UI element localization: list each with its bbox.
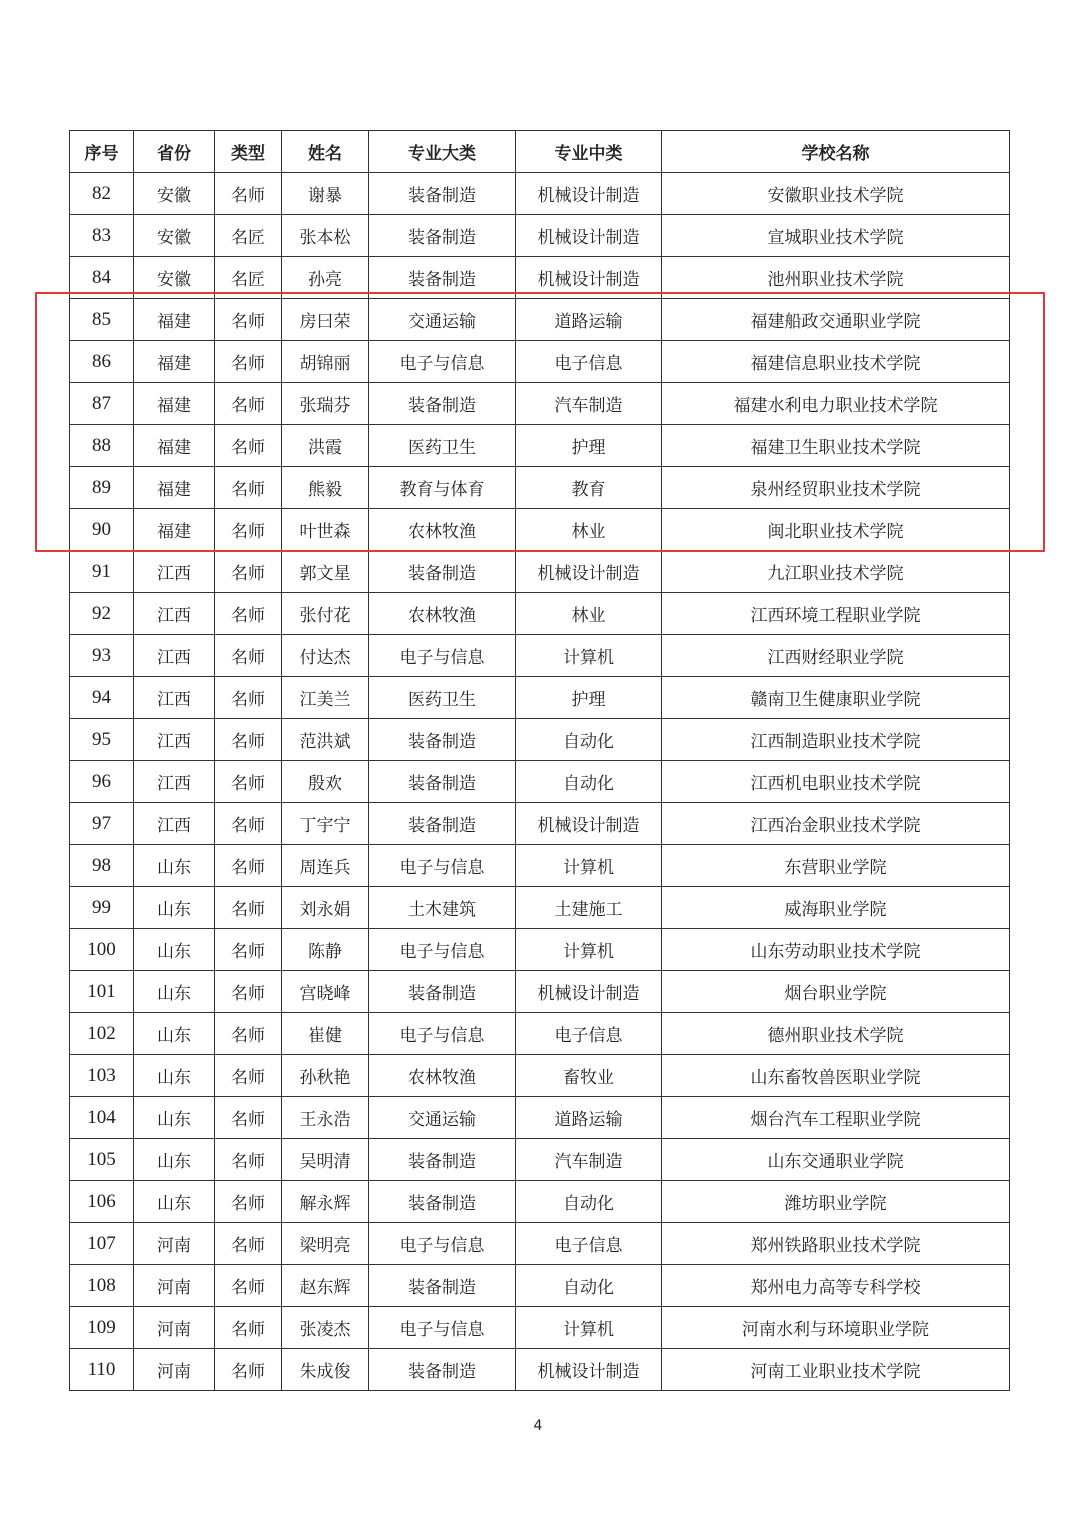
cell-name: 江美兰 xyxy=(282,677,369,719)
table-row xyxy=(70,845,1010,887)
cell-major-subcategory: 土建施工 xyxy=(516,887,662,929)
cell-type: 名师 xyxy=(215,1013,282,1055)
cell-type: 名师 xyxy=(215,467,282,509)
cell-major-subcategory: 护理 xyxy=(516,425,662,467)
cell-name: 张付花 xyxy=(282,593,369,635)
cell-index: 88 xyxy=(70,425,134,467)
cell-name: 赵东辉 xyxy=(282,1265,369,1307)
cell-major-category: 装备制造 xyxy=(369,1139,516,1181)
cell-type: 名师 xyxy=(215,761,282,803)
page-number: 4 xyxy=(533,1418,543,1434)
cell-name: 谢暴 xyxy=(282,173,369,215)
cell-major-category: 农林牧渔 xyxy=(369,593,516,635)
cell-major-subcategory: 计算机 xyxy=(516,1307,662,1349)
table-row xyxy=(70,1307,1010,1349)
cell-type: 名匠 xyxy=(215,257,282,299)
table-row xyxy=(70,1055,1010,1097)
cell-school: 赣南卫生健康职业学院 xyxy=(662,677,1010,719)
cell-type: 名师 xyxy=(215,1349,282,1391)
cell-major-category: 装备制造 xyxy=(369,761,516,803)
cell-major-subcategory: 道路运输 xyxy=(516,1097,662,1139)
cell-school: 潍坊职业学院 xyxy=(662,1181,1010,1223)
cell-name: 范洪斌 xyxy=(282,719,369,761)
cell-major-subcategory: 机械设计制造 xyxy=(516,257,662,299)
cell-school: 福建船政交通职业学院 xyxy=(662,299,1010,341)
cell-province: 河南 xyxy=(134,1349,215,1391)
cell-province: 安徽 xyxy=(134,215,215,257)
cell-index: 109 xyxy=(70,1307,134,1349)
cell-type: 名师 xyxy=(215,887,282,929)
cell-index: 94 xyxy=(70,677,134,719)
cell-province: 山东 xyxy=(134,971,215,1013)
cell-name: 王永浩 xyxy=(282,1097,369,1139)
cell-index: 91 xyxy=(70,551,134,593)
cell-name: 梁明亮 xyxy=(282,1223,369,1265)
header-name: 姓名 xyxy=(282,131,369,173)
cell-major-subcategory: 林业 xyxy=(516,593,662,635)
cell-major-category: 电子与信息 xyxy=(369,845,516,887)
cell-index: 89 xyxy=(70,467,134,509)
cell-name: 解永辉 xyxy=(282,1181,369,1223)
cell-name: 刘永娟 xyxy=(282,887,369,929)
cell-major-category: 农林牧渔 xyxy=(369,1055,516,1097)
cell-major-subcategory: 教育 xyxy=(516,467,662,509)
cell-name: 朱成俊 xyxy=(282,1349,369,1391)
cell-major-category: 装备制造 xyxy=(369,1265,516,1307)
cell-index: 108 xyxy=(70,1265,134,1307)
cell-type: 名师 xyxy=(215,173,282,215)
cell-type: 名师 xyxy=(215,845,282,887)
cell-school: 山东交通职业学院 xyxy=(662,1139,1010,1181)
cell-province: 江西 xyxy=(134,635,215,677)
cell-major-subcategory: 电子信息 xyxy=(516,1013,662,1055)
cell-index: 86 xyxy=(70,341,134,383)
cell-school: 江西制造职业技术学院 xyxy=(662,719,1010,761)
table-row xyxy=(70,383,1010,425)
cell-type: 名师 xyxy=(215,383,282,425)
cell-type: 名师 xyxy=(215,509,282,551)
cell-type: 名师 xyxy=(215,425,282,467)
cell-province: 福建 xyxy=(134,425,215,467)
cell-type: 名师 xyxy=(215,1097,282,1139)
cell-index: 82 xyxy=(70,173,134,215)
cell-major-category: 电子与信息 xyxy=(369,341,516,383)
cell-name: 郭文星 xyxy=(282,551,369,593)
cell-major-category: 土木建筑 xyxy=(369,887,516,929)
cell-name: 张瑞芬 xyxy=(282,383,369,425)
cell-major-subcategory: 机械设计制造 xyxy=(516,551,662,593)
cell-type: 名师 xyxy=(215,1307,282,1349)
cell-name: 周连兵 xyxy=(282,845,369,887)
cell-type: 名匠 xyxy=(215,215,282,257)
cell-school: 江西财经职业学院 xyxy=(662,635,1010,677)
cell-name: 洪霞 xyxy=(282,425,369,467)
cell-index: 96 xyxy=(70,761,134,803)
cell-province: 山东 xyxy=(134,845,215,887)
cell-school: 泉州经贸职业技术学院 xyxy=(662,467,1010,509)
cell-major-category: 电子与信息 xyxy=(369,1307,516,1349)
cell-province: 江西 xyxy=(134,803,215,845)
cell-province: 山东 xyxy=(134,887,215,929)
cell-name: 胡锦丽 xyxy=(282,341,369,383)
cell-school: 福建卫生职业技术学院 xyxy=(662,425,1010,467)
cell-major-subcategory: 自动化 xyxy=(516,1181,662,1223)
cell-index: 105 xyxy=(70,1139,134,1181)
cell-major-category: 电子与信息 xyxy=(369,1223,516,1265)
cell-index: 106 xyxy=(70,1181,134,1223)
cell-major-category: 装备制造 xyxy=(369,803,516,845)
table-row xyxy=(70,1013,1010,1055)
table-row xyxy=(70,677,1010,719)
cell-major-category: 装备制造 xyxy=(369,719,516,761)
cell-school: 山东劳动职业技术学院 xyxy=(662,929,1010,971)
cell-major-subcategory: 机械设计制造 xyxy=(516,173,662,215)
cell-province: 安徽 xyxy=(134,173,215,215)
table-row xyxy=(70,1181,1010,1223)
table-row xyxy=(70,467,1010,509)
cell-province: 江西 xyxy=(134,677,215,719)
cell-school: 德州职业技术学院 xyxy=(662,1013,1010,1055)
cell-name: 孙亮 xyxy=(282,257,369,299)
cell-type: 名师 xyxy=(215,1055,282,1097)
cell-major-subcategory: 机械设计制造 xyxy=(516,971,662,1013)
cell-name: 张本松 xyxy=(282,215,369,257)
cell-province: 山东 xyxy=(134,1055,215,1097)
cell-type: 名师 xyxy=(215,551,282,593)
cell-major-subcategory: 计算机 xyxy=(516,845,662,887)
cell-school: 安徽职业技术学院 xyxy=(662,173,1010,215)
cell-major-category: 装备制造 xyxy=(369,257,516,299)
cell-major-category: 装备制造 xyxy=(369,383,516,425)
cell-major-subcategory: 电子信息 xyxy=(516,1223,662,1265)
cell-major-subcategory: 计算机 xyxy=(516,929,662,971)
table-row xyxy=(70,257,1010,299)
cell-province: 江西 xyxy=(134,761,215,803)
table-row xyxy=(70,173,1010,215)
cell-name: 熊毅 xyxy=(282,467,369,509)
cell-school: 江西环境工程职业学院 xyxy=(662,593,1010,635)
table-header-row xyxy=(70,131,1010,173)
table-row xyxy=(70,887,1010,929)
cell-index: 103 xyxy=(70,1055,134,1097)
cell-province: 山东 xyxy=(134,1139,215,1181)
cell-major-category: 教育与体育 xyxy=(369,467,516,509)
cell-type: 名师 xyxy=(215,803,282,845)
cell-index: 107 xyxy=(70,1223,134,1265)
header-school: 学校名称 xyxy=(662,131,1010,173)
cell-major-category: 装备制造 xyxy=(369,215,516,257)
cell-major-category: 医药卫生 xyxy=(369,677,516,719)
cell-province: 福建 xyxy=(134,341,215,383)
cell-province: 河南 xyxy=(134,1307,215,1349)
cell-school: 威海职业学院 xyxy=(662,887,1010,929)
cell-province: 安徽 xyxy=(134,257,215,299)
cell-school: 郑州电力高等专科学校 xyxy=(662,1265,1010,1307)
cell-school: 东营职业学院 xyxy=(662,845,1010,887)
table-row xyxy=(70,509,1010,551)
table-body xyxy=(70,173,1010,1391)
table-row xyxy=(70,1097,1010,1139)
cell-major-subcategory: 畜牧业 xyxy=(516,1055,662,1097)
cell-school: 福建水利电力职业技术学院 xyxy=(662,383,1010,425)
cell-province: 江西 xyxy=(134,593,215,635)
cell-school: 福建信息职业技术学院 xyxy=(662,341,1010,383)
cell-major-category: 电子与信息 xyxy=(369,929,516,971)
cell-major-category: 装备制造 xyxy=(369,971,516,1013)
cell-major-subcategory: 机械设计制造 xyxy=(516,1349,662,1391)
cell-index: 85 xyxy=(70,299,134,341)
cell-major-subcategory: 道路运输 xyxy=(516,299,662,341)
cell-type: 名师 xyxy=(215,677,282,719)
cell-major-subcategory: 自动化 xyxy=(516,719,662,761)
table-row xyxy=(70,341,1010,383)
cell-index: 83 xyxy=(70,215,134,257)
cell-province: 山东 xyxy=(134,1013,215,1055)
cell-index: 90 xyxy=(70,509,134,551)
cell-index: 99 xyxy=(70,887,134,929)
cell-major-category: 电子与信息 xyxy=(369,1013,516,1055)
header-index: 序号 xyxy=(70,131,134,173)
cell-province: 河南 xyxy=(134,1223,215,1265)
cell-name: 孙秋艳 xyxy=(282,1055,369,1097)
cell-school: 烟台汽车工程职业学院 xyxy=(662,1097,1010,1139)
table-row xyxy=(70,1265,1010,1307)
cell-index: 101 xyxy=(70,971,134,1013)
cell-province: 福建 xyxy=(134,509,215,551)
cell-name: 吴明清 xyxy=(282,1139,369,1181)
cell-school: 江西机电职业技术学院 xyxy=(662,761,1010,803)
cell-name: 房曰荣 xyxy=(282,299,369,341)
cell-index: 110 xyxy=(70,1349,134,1391)
cell-name: 殷欢 xyxy=(282,761,369,803)
cell-index: 104 xyxy=(70,1097,134,1139)
cell-index: 102 xyxy=(70,1013,134,1055)
cell-type: 名师 xyxy=(215,971,282,1013)
cell-major-category: 装备制造 xyxy=(369,1349,516,1391)
cell-major-category: 装备制造 xyxy=(369,173,516,215)
table-row xyxy=(70,635,1010,677)
cell-type: 名师 xyxy=(215,1265,282,1307)
cell-school: 闽北职业技术学院 xyxy=(662,509,1010,551)
cell-type: 名师 xyxy=(215,635,282,677)
cell-school: 郑州铁路职业技术学院 xyxy=(662,1223,1010,1265)
cell-type: 名师 xyxy=(215,593,282,635)
cell-major-subcategory: 汽车制造 xyxy=(516,1139,662,1181)
cell-name: 叶世森 xyxy=(282,509,369,551)
cell-major-subcategory: 机械设计制造 xyxy=(516,215,662,257)
cell-school: 池州职业技术学院 xyxy=(662,257,1010,299)
cell-major-category: 装备制造 xyxy=(369,1181,516,1223)
cell-major-subcategory: 护理 xyxy=(516,677,662,719)
cell-school: 宣城职业技术学院 xyxy=(662,215,1010,257)
table-row xyxy=(70,593,1010,635)
header-major-category: 专业大类 xyxy=(369,131,516,173)
cell-school: 江西冶金职业技术学院 xyxy=(662,803,1010,845)
cell-major-subcategory: 自动化 xyxy=(516,761,662,803)
cell-province: 山东 xyxy=(134,1097,215,1139)
table-row xyxy=(70,719,1010,761)
cell-type: 名师 xyxy=(215,341,282,383)
table-row xyxy=(70,425,1010,467)
cell-major-category: 装备制造 xyxy=(369,551,516,593)
cell-school: 山东畜牧兽医职业学院 xyxy=(662,1055,1010,1097)
table-row xyxy=(70,551,1010,593)
cell-major-category: 交通运输 xyxy=(369,299,516,341)
header-major-subcategory: 专业中类 xyxy=(516,131,662,173)
cell-name: 付达杰 xyxy=(282,635,369,677)
cell-major-category: 医药卫生 xyxy=(369,425,516,467)
cell-major-subcategory: 汽车制造 xyxy=(516,383,662,425)
cell-index: 98 xyxy=(70,845,134,887)
table-row xyxy=(70,299,1010,341)
header-province: 省份 xyxy=(134,131,215,173)
cell-major-category: 农林牧渔 xyxy=(369,509,516,551)
table-row xyxy=(70,1349,1010,1391)
cell-province: 山东 xyxy=(134,1181,215,1223)
cell-name: 张凌杰 xyxy=(282,1307,369,1349)
cell-province: 江西 xyxy=(134,719,215,761)
cell-major-subcategory: 机械设计制造 xyxy=(516,803,662,845)
table-row xyxy=(70,761,1010,803)
cell-province: 河南 xyxy=(134,1265,215,1307)
cell-name: 陈静 xyxy=(282,929,369,971)
cell-index: 100 xyxy=(70,929,134,971)
cell-province: 福建 xyxy=(134,383,215,425)
cell-major-subcategory: 林业 xyxy=(516,509,662,551)
cell-index: 93 xyxy=(70,635,134,677)
cell-index: 97 xyxy=(70,803,134,845)
cell-province: 山东 xyxy=(134,929,215,971)
cell-school: 河南工业职业技术学院 xyxy=(662,1349,1010,1391)
table-row xyxy=(70,803,1010,845)
cell-type: 名师 xyxy=(215,1139,282,1181)
header-type: 类型 xyxy=(215,131,282,173)
table-row xyxy=(70,971,1010,1013)
table-row xyxy=(70,1139,1010,1181)
cell-type: 名师 xyxy=(215,1223,282,1265)
cell-index: 92 xyxy=(70,593,134,635)
cell-major-category: 交通运输 xyxy=(369,1097,516,1139)
cell-index: 84 xyxy=(70,257,134,299)
cell-name: 崔健 xyxy=(282,1013,369,1055)
cell-school: 河南水利与环境职业学院 xyxy=(662,1307,1010,1349)
cell-province: 福建 xyxy=(134,467,215,509)
cell-type: 名师 xyxy=(215,719,282,761)
cell-major-subcategory: 计算机 xyxy=(516,635,662,677)
cell-school: 烟台职业学院 xyxy=(662,971,1010,1013)
cell-major-subcategory: 电子信息 xyxy=(516,341,662,383)
table-row xyxy=(70,1223,1010,1265)
cell-name: 宫晓峰 xyxy=(282,971,369,1013)
cell-index: 87 xyxy=(70,383,134,425)
cell-index: 95 xyxy=(70,719,134,761)
cell-province: 江西 xyxy=(134,551,215,593)
cell-name: 丁宇宁 xyxy=(282,803,369,845)
table-row xyxy=(70,929,1010,971)
cell-province: 福建 xyxy=(134,299,215,341)
cell-major-category: 电子与信息 xyxy=(369,635,516,677)
cell-type: 名师 xyxy=(215,929,282,971)
cell-major-subcategory: 自动化 xyxy=(516,1265,662,1307)
table-row xyxy=(70,215,1010,257)
cell-school: 九江职业技术学院 xyxy=(662,551,1010,593)
cell-type: 名师 xyxy=(215,1181,282,1223)
cell-type: 名师 xyxy=(215,299,282,341)
teacher-roster-table xyxy=(69,130,1010,1391)
